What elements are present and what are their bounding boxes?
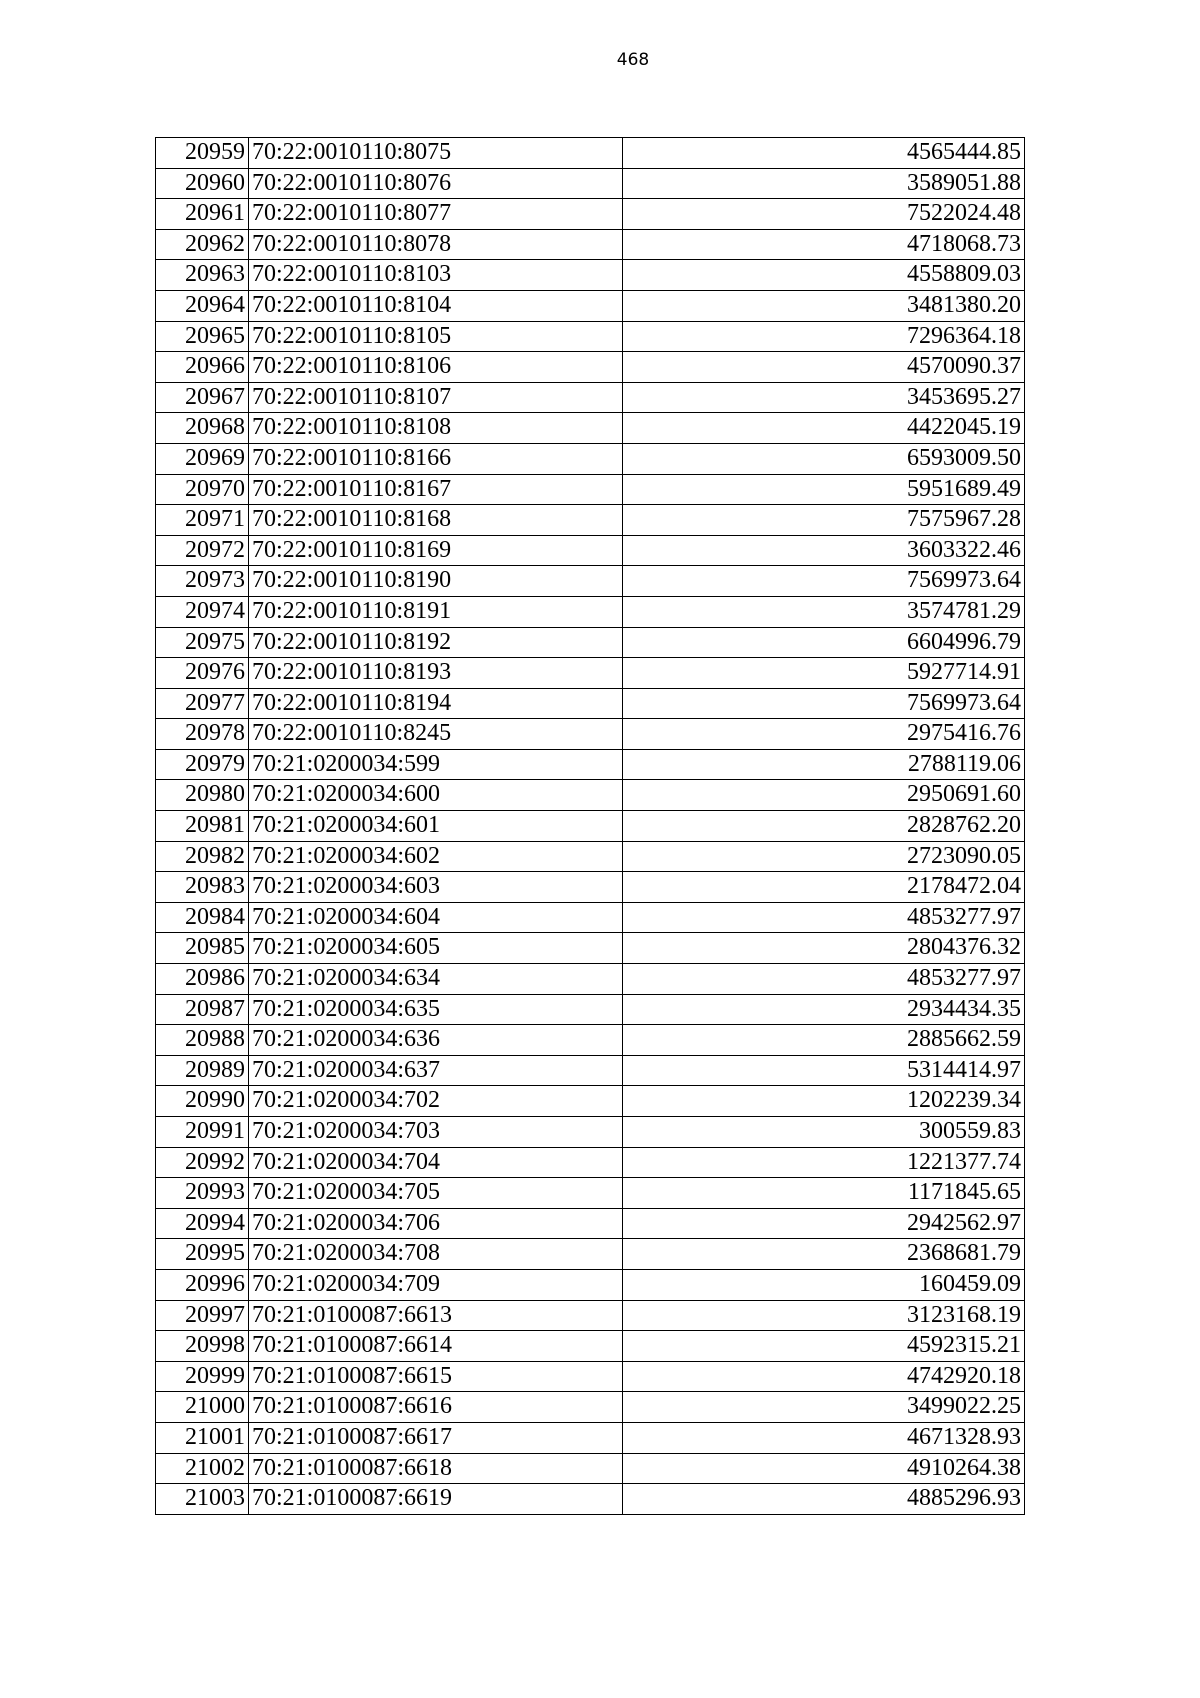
table-row <box>156 1484 1025 1515</box>
cadastral-number-cell: 70:22:0010110:8191 <box>249 596 623 627</box>
row-number-cell: 20972 <box>156 535 249 566</box>
value-cell: 1202239.34 <box>623 1086 1025 1117</box>
value-cell: 2950691.60 <box>623 780 1025 811</box>
cadastral-number-cell: 70:22:0010110:8107 <box>249 382 623 413</box>
table-row <box>156 229 1025 260</box>
value-cell: 4558809.03 <box>623 260 1025 291</box>
table-row <box>156 994 1025 1025</box>
value-cell: 7569973.64 <box>623 566 1025 597</box>
cadastral-number-cell: 70:21:0200034:605 <box>249 933 623 964</box>
value-cell: 4742920.18 <box>623 1361 1025 1392</box>
table-row <box>156 138 1025 169</box>
value-cell: 4570090.37 <box>623 352 1025 383</box>
cadastral-number-cell: 70:22:0010110:8076 <box>249 168 623 199</box>
cadastral-number-cell: 70:21:0200034:603 <box>249 872 623 903</box>
cadastral-number-cell: 70:21:0200034:708 <box>249 1239 623 1270</box>
row-number-cell: 20962 <box>156 229 249 260</box>
cadastral-number-cell: 70:22:0010110:8166 <box>249 443 623 474</box>
cadastral-number-cell: 70:21:0200034:635 <box>249 994 623 1025</box>
cadastral-number-cell: 70:22:0010110:8192 <box>249 627 623 658</box>
value-cell: 4422045.19 <box>623 413 1025 444</box>
value-cell: 2788119.06 <box>623 749 1025 780</box>
table-row <box>156 688 1025 719</box>
cadastral-number-cell: 70:21:0200034:637 <box>249 1055 623 1086</box>
value-cell: 5927714.91 <box>623 658 1025 689</box>
cadastral-number-cell: 70:21:0200034:636 <box>249 1025 623 1056</box>
row-number-cell: 20974 <box>156 596 249 627</box>
value-cell: 2828762.20 <box>623 811 1025 842</box>
value-cell: 2885662.59 <box>623 1025 1025 1056</box>
row-number-cell: 20996 <box>156 1269 249 1300</box>
table-row <box>156 719 1025 750</box>
table-row <box>156 1086 1025 1117</box>
row-number-cell: 20982 <box>156 841 249 872</box>
row-number-cell: 20994 <box>156 1208 249 1239</box>
cadastral-number-cell: 70:21:0200034:709 <box>249 1269 623 1300</box>
cadastral-number-cell: 70:21:0200034:706 <box>249 1208 623 1239</box>
row-number-cell: 20993 <box>156 1178 249 1209</box>
row-number-cell: 20969 <box>156 443 249 474</box>
row-number-cell: 21001 <box>156 1422 249 1453</box>
cadastral-number-cell: 70:21:0100087:6617 <box>249 1422 623 1453</box>
value-cell: 4910264.38 <box>623 1453 1025 1484</box>
row-number-cell: 20965 <box>156 321 249 352</box>
cadastral-number-cell: 70:21:0200034:702 <box>249 1086 623 1117</box>
cadastral-number-cell: 70:21:0100087:6616 <box>249 1392 623 1423</box>
value-cell: 300559.83 <box>623 1117 1025 1148</box>
value-cell: 5314414.97 <box>623 1055 1025 1086</box>
row-number-cell: 20968 <box>156 413 249 444</box>
cadastral-number-cell: 70:22:0010110:8077 <box>249 199 623 230</box>
row-number-cell: 20975 <box>156 627 249 658</box>
table-row <box>156 1422 1025 1453</box>
row-number-cell: 21002 <box>156 1453 249 1484</box>
row-number-cell: 20987 <box>156 994 249 1025</box>
cadastral-number-cell: 70:21:0200034:601 <box>249 811 623 842</box>
table-row <box>156 811 1025 842</box>
table-row <box>156 566 1025 597</box>
value-cell: 2975416.76 <box>623 719 1025 750</box>
value-cell: 4671328.93 <box>623 1422 1025 1453</box>
table-row <box>156 352 1025 383</box>
row-number-cell: 20981 <box>156 811 249 842</box>
table-row <box>156 168 1025 199</box>
row-number-cell: 20986 <box>156 964 249 995</box>
cadastral-number-cell: 70:21:0100087:6619 <box>249 1484 623 1515</box>
row-number-cell: 20979 <box>156 749 249 780</box>
row-number-cell: 20970 <box>156 474 249 505</box>
cadastral-number-cell: 70:22:0010110:8193 <box>249 658 623 689</box>
row-number-cell: 20991 <box>156 1117 249 1148</box>
value-cell: 6604996.79 <box>623 627 1025 658</box>
table-row <box>156 535 1025 566</box>
value-cell: 160459.09 <box>623 1269 1025 1300</box>
table-row <box>156 413 1025 444</box>
table-row <box>156 1147 1025 1178</box>
value-cell: 7296364.18 <box>623 321 1025 352</box>
cadastral-number-cell: 70:21:0100087:6618 <box>249 1453 623 1484</box>
table-row <box>156 199 1025 230</box>
row-number-cell: 20997 <box>156 1300 249 1331</box>
cadastral-number-cell: 70:21:0200034:705 <box>249 1178 623 1209</box>
value-cell: 6593009.50 <box>623 443 1025 474</box>
cadastral-number-cell: 70:21:0200034:599 <box>249 749 623 780</box>
value-cell: 3589051.88 <box>623 168 1025 199</box>
value-cell: 2723090.05 <box>623 841 1025 872</box>
cadastral-number-cell: 70:22:0010110:8108 <box>249 413 623 444</box>
table-row <box>156 260 1025 291</box>
value-cell: 2368681.79 <box>623 1239 1025 1270</box>
cadastral-number-cell: 70:21:0200034:704 <box>249 1147 623 1178</box>
table-row <box>156 505 1025 536</box>
cadastral-number-cell: 70:22:0010110:8168 <box>249 505 623 536</box>
table-row <box>156 1361 1025 1392</box>
cadastral-number-cell: 70:22:0010110:8075 <box>249 138 623 169</box>
cadastral-number-cell: 70:21:0200034:703 <box>249 1117 623 1148</box>
row-number-cell: 20966 <box>156 352 249 383</box>
value-cell: 4885296.93 <box>623 1484 1025 1515</box>
row-number-cell: 20977 <box>156 688 249 719</box>
page-number: 468 <box>616 50 650 70</box>
value-cell: 3499022.25 <box>623 1392 1025 1423</box>
value-cell: 3453695.27 <box>623 382 1025 413</box>
cadastral-number-cell: 70:22:0010110:8194 <box>249 688 623 719</box>
table-row <box>156 382 1025 413</box>
table-row <box>156 872 1025 903</box>
value-cell: 2934434.35 <box>623 994 1025 1025</box>
cadastral-number-cell: 70:21:0100087:6615 <box>249 1361 623 1392</box>
cadastral-number-cell: 70:21:0200034:600 <box>249 780 623 811</box>
row-number-cell: 20998 <box>156 1331 249 1362</box>
table-row <box>156 749 1025 780</box>
table-row <box>156 474 1025 505</box>
value-cell: 5951689.49 <box>623 474 1025 505</box>
value-cell: 3481380.20 <box>623 290 1025 321</box>
table-row <box>156 933 1025 964</box>
table-row <box>156 1208 1025 1239</box>
row-number-cell: 20976 <box>156 658 249 689</box>
cadastral-number-cell: 70:22:0010110:8245 <box>249 719 623 750</box>
row-number-cell: 20978 <box>156 719 249 750</box>
table-row <box>156 321 1025 352</box>
cadastral-number-cell: 70:21:0100087:6613 <box>249 1300 623 1331</box>
row-number-cell: 20988 <box>156 1025 249 1056</box>
value-cell: 7522024.48 <box>623 199 1025 230</box>
records-table <box>155 137 1025 1515</box>
table-row <box>156 596 1025 627</box>
row-number-cell: 20989 <box>156 1055 249 1086</box>
value-cell: 4853277.97 <box>623 964 1025 995</box>
table-row <box>156 1117 1025 1148</box>
table-row <box>156 1239 1025 1270</box>
row-number-cell: 20973 <box>156 566 249 597</box>
value-cell: 3574781.29 <box>623 596 1025 627</box>
table-row <box>156 1392 1025 1423</box>
cadastral-number-cell: 70:22:0010110:8104 <box>249 290 623 321</box>
row-number-cell: 20964 <box>156 290 249 321</box>
table-row <box>156 1453 1025 1484</box>
table-row <box>156 443 1025 474</box>
table-row <box>156 1178 1025 1209</box>
row-number-cell: 20992 <box>156 1147 249 1178</box>
cadastral-number-cell: 70:22:0010110:8167 <box>249 474 623 505</box>
table-row <box>156 841 1025 872</box>
table-row <box>156 658 1025 689</box>
value-cell: 7569973.64 <box>623 688 1025 719</box>
cadastral-number-cell: 70:21:0200034:604 <box>249 902 623 933</box>
row-number-cell: 20984 <box>156 902 249 933</box>
value-cell: 2178472.04 <box>623 872 1025 903</box>
value-cell: 1221377.74 <box>623 1147 1025 1178</box>
cadastral-number-cell: 70:22:0010110:8190 <box>249 566 623 597</box>
value-cell: 4718068.73 <box>623 229 1025 260</box>
table-row <box>156 902 1025 933</box>
table-row <box>156 1025 1025 1056</box>
row-number-cell: 20983 <box>156 872 249 903</box>
row-number-cell: 20971 <box>156 505 249 536</box>
row-number-cell: 20967 <box>156 382 249 413</box>
row-number-cell: 20959 <box>156 138 249 169</box>
row-number-cell: 21003 <box>156 1484 249 1515</box>
row-number-cell: 20999 <box>156 1361 249 1392</box>
table-row <box>156 1300 1025 1331</box>
value-cell: 4853277.97 <box>623 902 1025 933</box>
row-number-cell: 20980 <box>156 780 249 811</box>
value-cell: 4592315.21 <box>623 1331 1025 1362</box>
row-number-cell: 20990 <box>156 1086 249 1117</box>
table-row <box>156 627 1025 658</box>
cadastral-number-cell: 70:21:0200034:602 <box>249 841 623 872</box>
cadastral-number-cell: 70:22:0010110:8106 <box>249 352 623 383</box>
records-table-body <box>156 138 1025 1515</box>
table-row <box>156 290 1025 321</box>
value-cell: 3603322.46 <box>623 535 1025 566</box>
value-cell: 4565444.85 <box>623 138 1025 169</box>
value-cell: 1171845.65 <box>623 1178 1025 1209</box>
row-number-cell: 21000 <box>156 1392 249 1423</box>
cadastral-number-cell: 70:22:0010110:8169 <box>249 535 623 566</box>
table-row <box>156 1331 1025 1362</box>
cadastral-number-cell: 70:22:0010110:8103 <box>249 260 623 291</box>
cadastral-number-cell: 70:21:0100087:6614 <box>249 1331 623 1362</box>
value-cell: 2942562.97 <box>623 1208 1025 1239</box>
value-cell: 7575967.28 <box>623 505 1025 536</box>
cadastral-number-cell: 70:22:0010110:8078 <box>249 229 623 260</box>
row-number-cell: 20995 <box>156 1239 249 1270</box>
row-number-cell: 20960 <box>156 168 249 199</box>
value-cell: 2804376.32 <box>623 933 1025 964</box>
cadastral-number-cell: 70:22:0010110:8105 <box>249 321 623 352</box>
table-row <box>156 964 1025 995</box>
row-number-cell: 20961 <box>156 199 249 230</box>
value-cell: 3123168.19 <box>623 1300 1025 1331</box>
row-number-cell: 20985 <box>156 933 249 964</box>
table-row <box>156 1055 1025 1086</box>
row-number-cell: 20963 <box>156 260 249 291</box>
table-row <box>156 1269 1025 1300</box>
table-row <box>156 780 1025 811</box>
cadastral-number-cell: 70:21:0200034:634 <box>249 964 623 995</box>
